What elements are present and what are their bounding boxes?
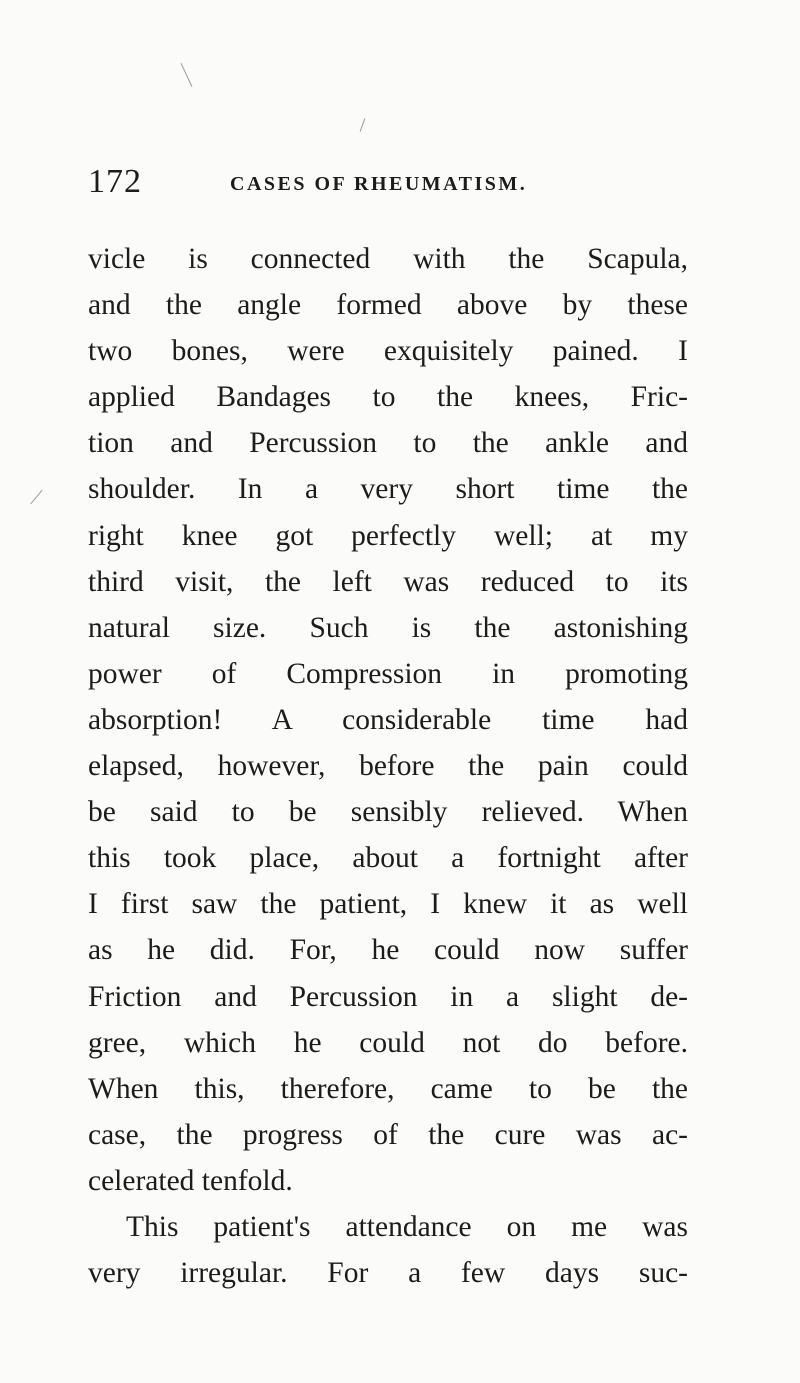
text-line: celerated tenfold. (88, 1164, 293, 1197)
paragraph-start-line: This patient's attendance on me was (126, 1210, 688, 1243)
text-line: very irregular. For a few days suc- (88, 1257, 688, 1290)
text-line: vicle is connected with the Scapula, (88, 243, 688, 275)
text-line: shoulder. In a very short time the (88, 473, 688, 506)
paper-speck (30, 490, 42, 504)
text-line: tion and Percussion to the ankle and (88, 427, 688, 460)
text-line: and the angle formed above by these (88, 289, 688, 322)
page-number: 172 (88, 163, 142, 200)
text-line: elapsed, however, before the pain could (88, 750, 688, 783)
text-line: I first saw the patient, I knew it as well (88, 888, 688, 921)
text-line: third visit, the left was reduced to its (88, 565, 688, 598)
text-line: When this, therefore, came to be the (88, 1072, 688, 1105)
paper-speck (360, 118, 366, 131)
text-line: be said to be sensibly relieved. When (88, 796, 688, 829)
text-line: this took place, about a fortnight after (88, 842, 688, 875)
text-line: gree, which he could not do before. (88, 1026, 688, 1059)
running-head: CASES OF RHEUMATISM. (230, 173, 528, 195)
text-line: Friction and Percussion in a slight de- (88, 980, 688, 1013)
text-line: applied Bandages to the knees, Fric- (88, 381, 688, 414)
text-line: right knee got perfectly well; at my (88, 519, 688, 552)
page-header (88, 160, 698, 204)
body-text (88, 236, 688, 1296)
text-line: case, the progress of the cure was ac- (88, 1118, 688, 1151)
text-line: natural size. Such is the astonishing (88, 611, 688, 644)
text-line: as he did. For, he could now suffer (88, 934, 688, 967)
text-line: two bones, were exquisitely pained. I (88, 335, 688, 368)
text-line: absorption! A considerable time had (88, 703, 688, 736)
text-line: power of Compression in promoting (88, 657, 688, 690)
paper-speck (181, 63, 193, 87)
